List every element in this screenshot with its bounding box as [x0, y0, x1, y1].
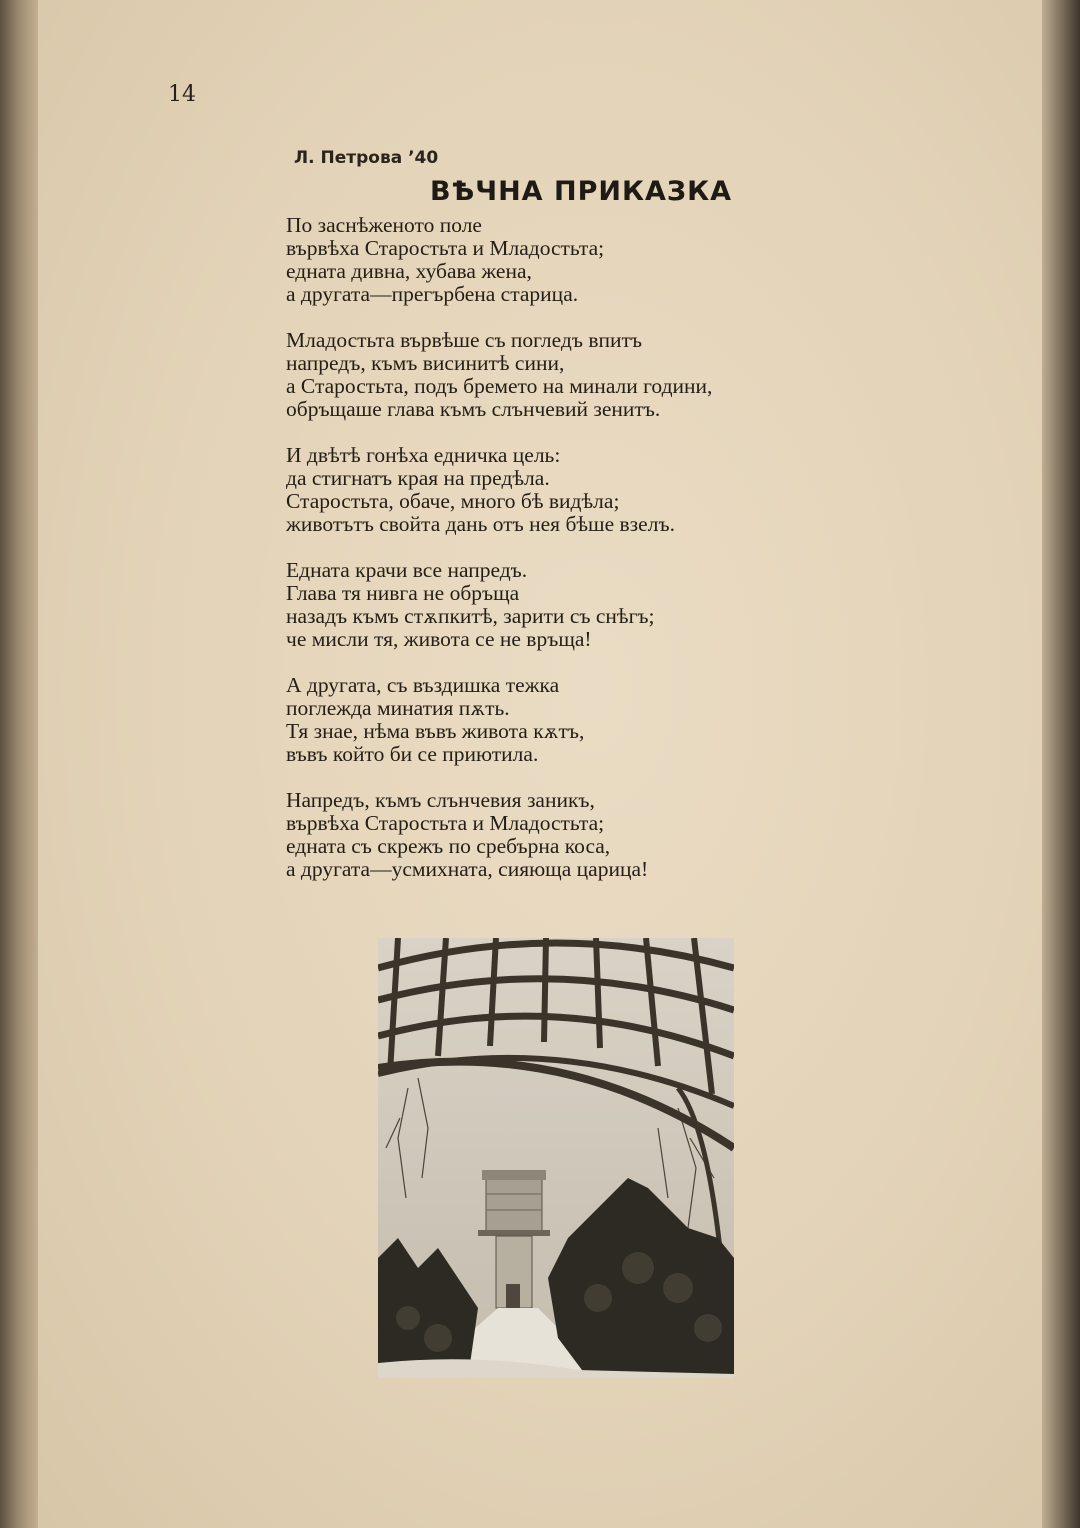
page-edge	[1042, 0, 1080, 1528]
poem-line: а Старостьта, подъ бремето на минали години,	[286, 374, 713, 398]
poem-line: По заснѣженото поле	[286, 213, 482, 237]
stanza	[286, 559, 846, 651]
poem-line: поглежда минатия пѫть.	[286, 696, 510, 720]
poem-body	[286, 214, 846, 904]
poem-line: а другата—прегърбена старица.	[286, 282, 579, 306]
poem-line: Тя знае, нѣма въвъ живота кѫтъ,	[286, 719, 585, 743]
poem-line: И двѣтѣ гонѣха едничка цель:	[286, 443, 561, 467]
stanza	[286, 329, 846, 421]
poem-line: Напредъ, къмъ слънчевия заникъ,	[286, 788, 595, 812]
poem-line: назадъ къмъ стѫпкитѣ, зарити съ снѣгъ;	[286, 604, 655, 628]
poem-line: напредъ, къмъ висинитѣ сини,	[286, 351, 565, 375]
poem-line: животътъ свойта дань отъ нея бѣше взелъ.	[286, 512, 675, 536]
poem-line: че мисли тя, живота се не връща!	[286, 627, 592, 651]
stanza	[286, 214, 846, 306]
pergola-illustration	[378, 938, 734, 1378]
poem-line: едната дивна, хубава жена,	[286, 259, 532, 283]
poem-line: обръщаше глава къмъ слънчевий зенитъ.	[286, 397, 661, 421]
pergola-photo	[378, 938, 734, 1378]
poem-line: Старостьта, обаче, много бѣ видѣла;	[286, 489, 620, 513]
poem-title: ВѢЧНА ПРИКАЗКА	[430, 176, 733, 207]
book-page	[38, 0, 1044, 1528]
stanza	[286, 444, 846, 536]
stanza	[286, 674, 846, 766]
page-number: 14	[168, 82, 196, 107]
poem-line: едната съ скрежъ по сребърна коса,	[286, 834, 611, 858]
stanza	[286, 789, 846, 881]
poem-line: вървѣха Старостьта и Младостьта;	[286, 811, 605, 835]
poem-line: Едната крачи все напредъ.	[286, 558, 528, 582]
book-gutter	[0, 0, 42, 1528]
poem-line: Глава тя нивга не обръща	[286, 581, 520, 605]
poem-line: да стигнатъ края на предѣла.	[286, 466, 550, 490]
poem-line: А другата, съ въздишка тежка	[286, 673, 560, 697]
poem-author: Л. Петрова ’40	[294, 148, 439, 168]
poem-line: вървѣха Старостьта и Младостьта;	[286, 236, 605, 260]
poem-line: Младостьта вървѣше съ погледъ впитъ	[286, 328, 643, 352]
poem-line: а другата—усмихната, сияюща царица!	[286, 857, 649, 881]
poem-line: въвъ който би се приютила.	[286, 742, 539, 766]
